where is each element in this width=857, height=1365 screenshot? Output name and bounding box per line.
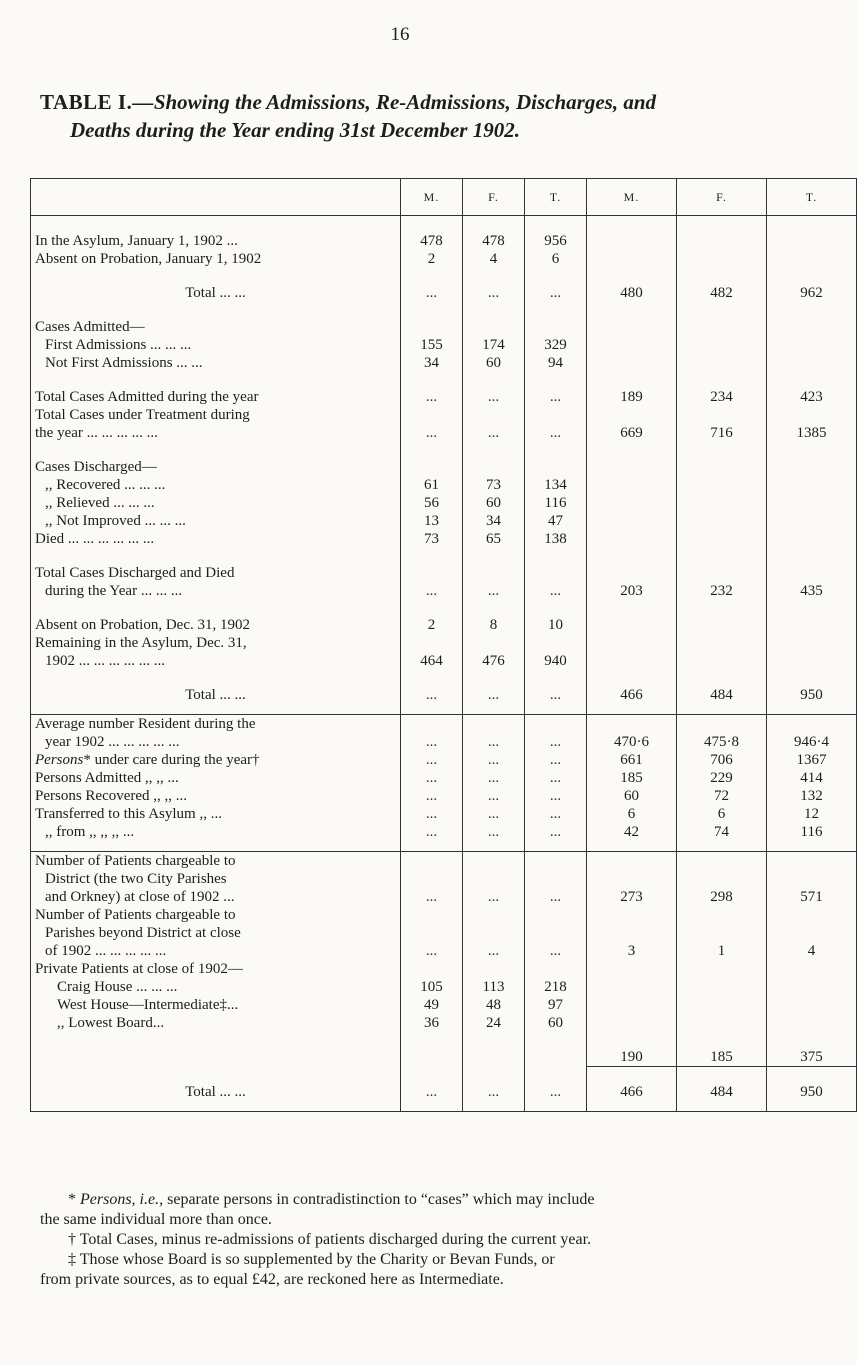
cell-blank: ... bbox=[525, 787, 587, 805]
cell-blank: ... bbox=[525, 769, 587, 787]
row-label: 1902 ... ... ... ... ... ... bbox=[45, 653, 165, 669]
header-row bbox=[31, 179, 857, 216]
row-label: Not First Admissions ... ... bbox=[45, 355, 203, 371]
statistics-table bbox=[30, 178, 857, 1112]
row-label: ,, from ,, ,, ,, ... bbox=[45, 824, 135, 840]
cell-f-total: 1 bbox=[677, 942, 767, 960]
cell-f-total: 475·8 bbox=[677, 733, 767, 751]
cell-t-total: 1367 bbox=[767, 751, 857, 769]
table-row bbox=[31, 1083, 857, 1101]
cell-m: 2 bbox=[401, 250, 463, 268]
cell-t-total: 12 bbox=[767, 805, 857, 823]
cell-f: 113 bbox=[463, 978, 525, 996]
cell-blank: ... bbox=[525, 751, 587, 769]
cell-t-total: 375 bbox=[767, 1048, 857, 1067]
statistics-table-container bbox=[30, 178, 829, 1112]
cell-f: 174 bbox=[463, 336, 525, 354]
table-row bbox=[31, 823, 857, 841]
table-row bbox=[31, 751, 857, 769]
cell-blank: ... bbox=[463, 1083, 525, 1101]
cell-blank: ... bbox=[525, 424, 587, 442]
cell-f-total: 484 bbox=[677, 686, 767, 704]
row-label: ,, Not Improved ... ... ... bbox=[45, 513, 186, 529]
cell-t-total: 4 bbox=[767, 942, 857, 960]
cell-blank: ... bbox=[463, 805, 525, 823]
row-label: Number of Patients chargeable to bbox=[31, 852, 401, 871]
row-label: Total Cases Discharged and Died bbox=[35, 565, 235, 581]
cell-m-total: 189 bbox=[587, 388, 677, 406]
footnote-persons-text: separate persons in contradistinction to “cases” which may include bbox=[163, 1191, 595, 1208]
cell-m-total: 669 bbox=[587, 424, 677, 442]
cell-f-total: 234 bbox=[677, 388, 767, 406]
cell-t-total: 1385 bbox=[767, 424, 857, 442]
table-row bbox=[31, 476, 857, 494]
row-label: of 1902 ... ... ... ... ... bbox=[45, 943, 167, 959]
cell-m-total: 470·6 bbox=[587, 733, 677, 751]
cell-f: 60 bbox=[463, 354, 525, 372]
cell-blank: ... bbox=[463, 582, 525, 600]
table-row bbox=[31, 354, 857, 372]
cell-blank: ... bbox=[401, 787, 463, 805]
cell-f: 65 bbox=[463, 530, 525, 548]
row-label: Craig House ... ... ... bbox=[57, 979, 178, 995]
cell-blank: ... bbox=[401, 1083, 463, 1101]
cell-m-total: 190 bbox=[587, 1048, 677, 1067]
cell-m-total: 661 bbox=[587, 751, 677, 769]
row-label: Number of Patients chargeable to bbox=[35, 907, 236, 923]
cell-f-total: 232 bbox=[677, 582, 767, 600]
cell-m-total: 466 bbox=[587, 686, 677, 704]
row-label: Total ... ... bbox=[185, 1084, 246, 1100]
cell-m-total: 60 bbox=[587, 787, 677, 805]
cell-blank: ... bbox=[525, 823, 587, 841]
cell-blank: ... bbox=[525, 582, 587, 600]
row-label: Total ... ... bbox=[185, 285, 246, 301]
cell-blank: ... bbox=[525, 733, 587, 751]
row-label: Cases Discharged— bbox=[35, 459, 157, 475]
cell-m: 2 bbox=[401, 616, 463, 634]
footnote-intermediate: ‡ Those whose Board is so supplemented by the Charity or Bevan Funds, or bbox=[68, 1251, 555, 1268]
row-label: Persons Admitted ,, ,, ... bbox=[35, 770, 179, 786]
cell-blank: ... bbox=[401, 284, 463, 302]
cell-f-total: 6 bbox=[677, 805, 767, 823]
cell-m: 36 bbox=[401, 1014, 463, 1032]
cell-blank: ... bbox=[463, 942, 525, 960]
cell-blank: ... bbox=[401, 686, 463, 704]
table-row bbox=[31, 906, 857, 924]
row-label: ,, Lowest Board... bbox=[57, 1015, 165, 1031]
row-label: and Orkney) at close of 1902 ... bbox=[45, 889, 235, 905]
header-t: T. bbox=[525, 179, 587, 216]
cell-t-total: 132 bbox=[767, 787, 857, 805]
cell-blank: ... bbox=[463, 888, 525, 906]
table-row bbox=[31, 424, 857, 442]
footnote-mark: * bbox=[68, 1191, 76, 1208]
cell-t: 138 bbox=[525, 530, 587, 548]
cell-f-total: 706 bbox=[677, 751, 767, 769]
row-label: Total ... ... bbox=[185, 687, 246, 703]
cell-f-total: 298 bbox=[677, 888, 767, 906]
table-row bbox=[31, 458, 857, 476]
cell-t-total: 962 bbox=[767, 284, 857, 302]
cell-blank: ... bbox=[401, 942, 463, 960]
cell-f: 8 bbox=[463, 616, 525, 634]
cell-m: 61 bbox=[401, 476, 463, 494]
cell-blank: ... bbox=[525, 942, 587, 960]
cell-t-total: 571 bbox=[767, 888, 857, 906]
table-row bbox=[31, 634, 857, 652]
cell-t-total: 116 bbox=[767, 823, 857, 841]
table-row bbox=[31, 494, 857, 512]
row-label-italic: Persons bbox=[35, 752, 84, 768]
cell-blank: ... bbox=[401, 751, 463, 769]
page-number: 16 bbox=[390, 24, 410, 45]
cell-t-total: 423 bbox=[767, 388, 857, 406]
footnote-intermediate-cont: from private sources, as to equal £42, are reckoned here as Intermediate. bbox=[40, 1271, 504, 1288]
cell-t: 116 bbox=[525, 494, 587, 512]
row-label: Total Cases Admitted during the year bbox=[35, 389, 259, 405]
cell-blank: ... bbox=[401, 733, 463, 751]
table-row bbox=[31, 318, 857, 336]
cell-m: 34 bbox=[401, 354, 463, 372]
row-label: Absent on Probation, January 1, 1902 bbox=[35, 251, 262, 267]
table-row bbox=[31, 686, 857, 704]
row-label: Died ... ... ... ... ... ... bbox=[35, 531, 155, 547]
cell-m-total: 6 bbox=[587, 805, 677, 823]
cell-m: 73 bbox=[401, 530, 463, 548]
cell-m: 56 bbox=[401, 494, 463, 512]
cell-f-total: 229 bbox=[677, 769, 767, 787]
cell-t: 218 bbox=[525, 978, 587, 996]
table-row bbox=[31, 888, 857, 906]
row-label-rest: * under care during the year† bbox=[83, 752, 260, 768]
table-row bbox=[31, 715, 857, 734]
cell-f: 476 bbox=[463, 652, 525, 670]
cell-t: 956 bbox=[525, 232, 587, 250]
cell-blank: ... bbox=[463, 751, 525, 769]
cell-f: 478 bbox=[463, 232, 525, 250]
cell-t-total: 946·4 bbox=[767, 733, 857, 751]
row-label: Average number Resident during the bbox=[31, 715, 401, 734]
cell-f: 73 bbox=[463, 476, 525, 494]
table-row bbox=[31, 1014, 857, 1032]
cell-blank: ... bbox=[525, 686, 587, 704]
cell-blank: ... bbox=[401, 888, 463, 906]
row-label: West House—Intermediate‡... bbox=[57, 997, 239, 1013]
cell-f-total: 716 bbox=[677, 424, 767, 442]
header-f-total: F. bbox=[677, 179, 767, 216]
cell-blank: ... bbox=[463, 787, 525, 805]
table-row bbox=[31, 582, 857, 600]
cell-t-total: 414 bbox=[767, 769, 857, 787]
row-label: Private Patients at close of 1902— bbox=[35, 961, 243, 977]
table-row bbox=[31, 564, 857, 582]
header-m: M. bbox=[401, 179, 463, 216]
cell-m-total: 273 bbox=[587, 888, 677, 906]
row-label: Remaining in the Asylum, Dec. 31, bbox=[35, 635, 247, 651]
cell-t: 60 bbox=[525, 1014, 587, 1032]
row-label: In the Asylum, January 1, 1902 ... bbox=[35, 233, 238, 249]
cell-f-total: 482 bbox=[677, 284, 767, 302]
table-row bbox=[31, 852, 857, 871]
table-row bbox=[31, 870, 857, 888]
cell-t-total: 435 bbox=[767, 582, 857, 600]
cell-m: 478 bbox=[401, 232, 463, 250]
table-row bbox=[31, 284, 857, 302]
cell-blank: ... bbox=[463, 733, 525, 751]
table-row bbox=[31, 232, 857, 250]
row-label: Cases Admitted— bbox=[35, 319, 145, 335]
table-row bbox=[31, 769, 857, 787]
cell-blank: ... bbox=[401, 388, 463, 406]
cell-blank: ... bbox=[463, 284, 525, 302]
footnote-total-cases: † Total Cases, minus re-admissions of patients discharged during the current year. bbox=[68, 1231, 592, 1248]
row-label: Absent on Probation, Dec. 31, 1902 bbox=[35, 617, 250, 633]
row-label: Total Cases under Treatment during bbox=[35, 407, 250, 423]
cell-t: 97 bbox=[525, 996, 587, 1014]
footnote-persons-cont: the same individual more than once. bbox=[40, 1211, 272, 1228]
cell-f: 4 bbox=[463, 250, 525, 268]
cell-blank: ... bbox=[463, 769, 525, 787]
cell-m: 464 bbox=[401, 652, 463, 670]
row-label bbox=[31, 751, 401, 769]
table-row bbox=[31, 512, 857, 530]
cell-m: 13 bbox=[401, 512, 463, 530]
cell-blank: ... bbox=[401, 805, 463, 823]
row-label: during the Year ... ... ... bbox=[45, 583, 183, 599]
header-f: F. bbox=[463, 179, 525, 216]
cell-blank: ... bbox=[525, 888, 587, 906]
cell-blank: ... bbox=[525, 284, 587, 302]
cell-m: 49 bbox=[401, 996, 463, 1014]
cell-t: 94 bbox=[525, 354, 587, 372]
cell-m-total: 466 bbox=[587, 1083, 677, 1101]
cell-f: 60 bbox=[463, 494, 525, 512]
row-label: year 1902 ... ... ... ... ... bbox=[45, 734, 180, 750]
table-row bbox=[31, 924, 857, 942]
cell-m-total: 203 bbox=[587, 582, 677, 600]
cell-blank: ... bbox=[525, 388, 587, 406]
cell-t: 47 bbox=[525, 512, 587, 530]
table-row bbox=[31, 960, 857, 978]
table-row bbox=[31, 942, 857, 960]
table-title bbox=[40, 88, 770, 144]
row-label: Parishes beyond District at close bbox=[45, 925, 241, 941]
cell-blank: ... bbox=[401, 582, 463, 600]
header-t-total: T. bbox=[767, 179, 857, 216]
table-row bbox=[31, 406, 857, 424]
cell-f-total: 185 bbox=[677, 1048, 767, 1067]
table-row bbox=[31, 787, 857, 805]
cell-m-total: 42 bbox=[587, 823, 677, 841]
cell-t: 940 bbox=[525, 652, 587, 670]
cell-f-total: 72 bbox=[677, 787, 767, 805]
cell-t-total: 950 bbox=[767, 1083, 857, 1101]
table-row bbox=[31, 805, 857, 823]
table-row bbox=[31, 388, 857, 406]
table-row bbox=[31, 733, 857, 751]
cell-m-total: 480 bbox=[587, 284, 677, 302]
cell-t-total: 950 bbox=[767, 686, 857, 704]
table-title-line-1: Showing the Admissions, Re-Admissions, Discharges, and bbox=[153, 90, 656, 114]
cell-blank: ... bbox=[463, 424, 525, 442]
table-title-line-2: Deaths during the Year ending 31st December 1902. bbox=[70, 118, 520, 142]
cell-f: 48 bbox=[463, 996, 525, 1014]
table-row bbox=[31, 250, 857, 268]
cell-blank: ... bbox=[401, 424, 463, 442]
header-m-total: M. bbox=[587, 179, 677, 216]
table-row bbox=[31, 978, 857, 996]
cell-m: 105 bbox=[401, 978, 463, 996]
cell-f-total: 484 bbox=[677, 1083, 767, 1101]
cell-f-total: 74 bbox=[677, 823, 767, 841]
cell-blank: ... bbox=[401, 823, 463, 841]
cell-blank: ... bbox=[525, 1083, 587, 1101]
row-label: Transferred to this Asylum ,, ... bbox=[35, 806, 222, 822]
cell-t: 134 bbox=[525, 476, 587, 494]
cell-blank: ... bbox=[525, 805, 587, 823]
cell-blank: ... bbox=[401, 769, 463, 787]
table-row bbox=[31, 996, 857, 1014]
cell-t: 6 bbox=[525, 250, 587, 268]
cell-m: 155 bbox=[401, 336, 463, 354]
cell-m-total: 3 bbox=[587, 942, 677, 960]
table-row bbox=[31, 652, 857, 670]
cell-t: 10 bbox=[525, 616, 587, 634]
cell-m-total: 185 bbox=[587, 769, 677, 787]
table-title-lead: TABLE I.— bbox=[40, 90, 154, 114]
cell-f: 34 bbox=[463, 512, 525, 530]
row-label: ,, Recovered ... ... ... bbox=[45, 477, 166, 493]
cell-f: 24 bbox=[463, 1014, 525, 1032]
cell-t: 329 bbox=[525, 336, 587, 354]
header-label-cell bbox=[31, 179, 401, 216]
footnote-persons bbox=[40, 1190, 780, 1210]
footnotes bbox=[40, 1190, 780, 1290]
cell-blank: ... bbox=[463, 823, 525, 841]
row-label: the year ... ... ... ... ... bbox=[35, 425, 158, 441]
table-row bbox=[31, 530, 857, 548]
table-row bbox=[31, 336, 857, 354]
table-row bbox=[31, 616, 857, 634]
cell-blank: ... bbox=[463, 388, 525, 406]
row-label: Persons Recovered ,, ,, ... bbox=[35, 788, 188, 804]
cell-blank: ... bbox=[463, 686, 525, 704]
row-label: District (the two City Parishes bbox=[45, 871, 227, 887]
row-label: ,, Relieved ... ... ... bbox=[45, 495, 155, 511]
footnote-persons-italic: Persons, i.e., bbox=[80, 1191, 164, 1208]
row-label: First Admissions ... ... ... bbox=[45, 337, 192, 353]
table-row bbox=[31, 1048, 857, 1067]
